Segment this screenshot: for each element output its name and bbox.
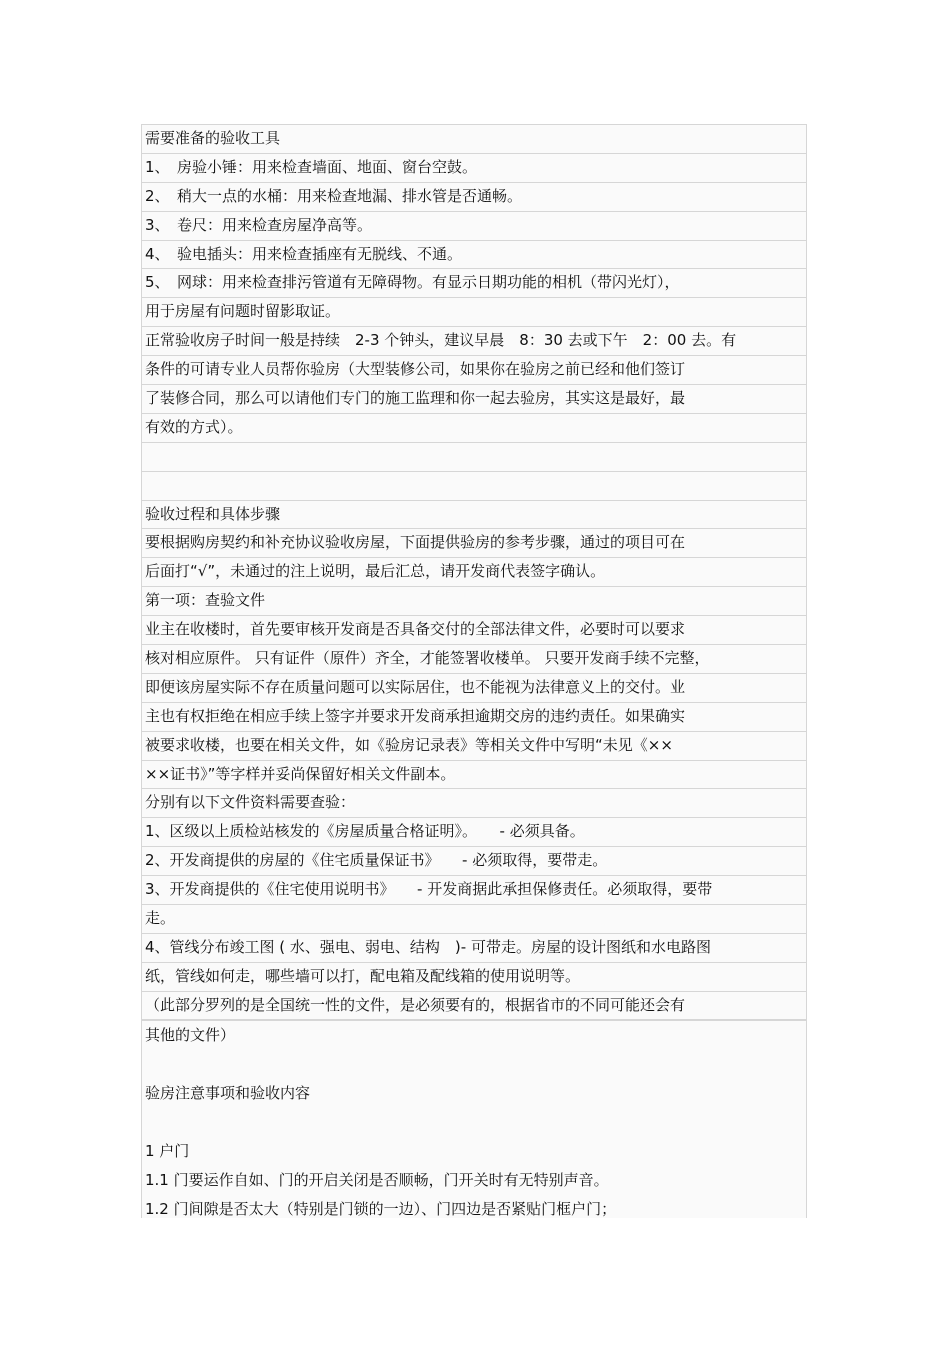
table-row: ××证书》”等字样并妥尚保留好相关文件副本。 xyxy=(141,760,807,789)
table-row: 1、 房验小锤：用来检查墙面、地面、窗台空鼓。 xyxy=(141,153,807,182)
table-row: 核对相应原件。 只有证件（原件）齐全，才能签署收楼单。 只要开发商手续不完整， xyxy=(141,644,807,673)
table-row: 要根据购房契约和补充协议验收房屋，下面提供验房的参考步骤，通过的项目可在 xyxy=(141,528,807,557)
table-row: 5、 网球：用来检查排污管道有无障碍物。有显示日期功能的相机（带闪光灯）， xyxy=(141,268,807,297)
text-line: 1.1 门要运作自如、门的开启关闭是否顺畅，门开关时有无特别声音。 xyxy=(145,1170,609,1189)
table-row: 验收过程和具体步骤 xyxy=(141,500,807,529)
table-row: 4、管线分布竣工图 ( 水、强电、弱电、结构 )- 可带走。房屋的设计图纸和水电路图 xyxy=(141,933,807,962)
table-row: 1、区级以上质检站核发的《房屋质量合格证明》。 - 必须具备。 xyxy=(141,817,807,846)
table-row: （此部分罗列的是全国统一性的文件，是必须要有的，根据省市的不同可能还会有 xyxy=(141,991,807,1020)
document-body xyxy=(141,124,807,1218)
text-line: 验房注意事项和验收内容 xyxy=(145,1083,311,1102)
table-rows xyxy=(141,124,807,1020)
table-row: 业主在收楼时，首先要审核开发商是否具备交付的全部法律文件，必要时可以要求 xyxy=(141,615,807,644)
table-row xyxy=(141,442,807,471)
table-row: 用于房屋有问题时留影取证。 xyxy=(141,297,807,326)
text-line: 1 户门 xyxy=(145,1141,190,1160)
table-row: 正常验收房子时间一般是持续 2-3 个钟头，建议早晨 8：30 去或下午 2：00 去。有 xyxy=(141,326,807,355)
text-line xyxy=(145,1050,806,1079)
table-row xyxy=(141,471,807,500)
table-row: 有效的方式）。 xyxy=(141,413,807,442)
table-row: 第一项：查验文件 xyxy=(141,586,807,615)
table-row: 2、开发商提供的房屋的《住宅质量保证书》 - 必须取得，要带走。 xyxy=(141,846,807,875)
text-line xyxy=(145,1108,806,1137)
table-row: 2、 稍大一点的水桶：用来检查地漏、排水管是否通畅。 xyxy=(141,182,807,211)
document-tail xyxy=(141,1020,807,1218)
table-row: 即便该房屋实际不存在质量问题可以实际居住，也不能视为法律意义上的交付。业 xyxy=(141,673,807,702)
table-row: 4、 验电插头：用来检查插座有无脱线、不通。 xyxy=(141,240,807,269)
table-row: 条件的可请专业人员帮你验房（大型装修公司，如果你在验房之前已经和他们签订 xyxy=(141,355,807,384)
table-row: 走。 xyxy=(141,904,807,933)
table-row: 主也有权拒绝在相应手续上签字并要求开发商承担逾期交房的违约责任。如果确实 xyxy=(141,702,807,731)
table-row: 分别有以下文件资料需要查验： xyxy=(141,788,807,817)
table-row: 了装修合同，那么可以请他们专门的施工监理和你一起去验房，其实这是最好，最 xyxy=(141,384,807,413)
table-row: 后面打“√”，未通过的注上说明，最后汇总，请开发商代表签字确认。 xyxy=(141,557,807,586)
table-row: 纸，管线如何走，哪些墙可以打，配电箱及配线箱的使用说明等。 xyxy=(141,962,807,991)
table-row: 3、开发商提供的《住宅使用说明书》 - 开发商据此承担保修责任。必须取得，要带 xyxy=(141,875,807,904)
text-line: 1.2 门间隙是否太大（特别是门锁的一边）、门四边是否紧贴门框户门； xyxy=(145,1199,617,1218)
table-row: 3、 卷尺：用来检查房屋净高等。 xyxy=(141,211,807,240)
text-line: 其他的文件） xyxy=(145,1025,236,1044)
table-row: 被要求收楼，也要在相关文件，如《验房记录表》等相关文件中写明“未见《×× xyxy=(141,731,807,760)
table-row: 需要准备的验收工具 xyxy=(141,124,807,153)
